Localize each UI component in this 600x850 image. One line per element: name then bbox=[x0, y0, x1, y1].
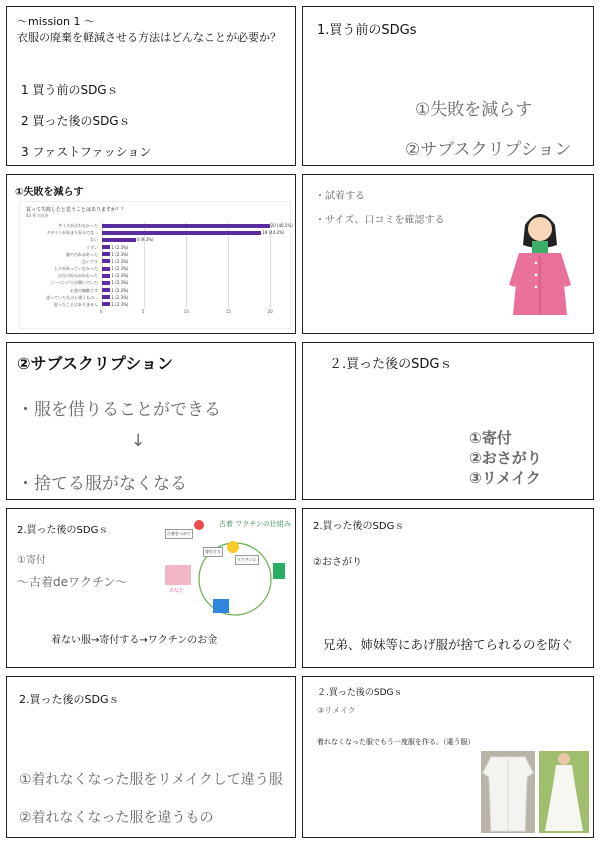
chart-category-label: お金の無駄です bbox=[70, 287, 98, 293]
diagram-you-label: あなた bbox=[169, 588, 185, 594]
chart-category-label: 自分の好みがかわった bbox=[58, 273, 98, 279]
chart-bar bbox=[102, 231, 261, 235]
survey-chart bbox=[19, 201, 291, 329]
white-dress-photo bbox=[539, 751, 589, 833]
chart-value-label: 19 (44.2%) bbox=[262, 230, 285, 236]
chart-gridline bbox=[144, 222, 145, 308]
campaign-name: ～古着deワクチン～ bbox=[17, 575, 128, 589]
slide-10 bbox=[302, 676, 594, 838]
diagram-step-box: 古着をつめて bbox=[165, 529, 193, 539]
agenda-item-1: 1 買う前のSDGｓ bbox=[21, 83, 119, 97]
handdown-description: 兄弟、姉妹等にあげ服が捨てられるのを防ぐ bbox=[323, 637, 574, 652]
chart-category-label: 思っていたものと違うもの... bbox=[46, 294, 98, 300]
subtopic-remake: ③リメイク bbox=[469, 469, 541, 487]
donation-flow-text: 着ない服→寄付する→ワクチンのお金 bbox=[51, 635, 218, 646]
tip-try-on: ・試着する bbox=[315, 191, 365, 202]
slide-title: 1.買う前のSDGs bbox=[317, 23, 417, 38]
chart-bar bbox=[102, 224, 270, 228]
chart-title: 買って失敗したと思うことはありますか？？ bbox=[26, 207, 127, 213]
chart-bar bbox=[102, 281, 110, 285]
subtopic-donate: ①寄付 bbox=[17, 555, 46, 566]
chart-category-label: ジーパンに穴が開いていた bbox=[50, 280, 98, 286]
subtopic-1: ①失敗を減らす bbox=[415, 100, 533, 120]
chart-value-label: 1 (2.3%) bbox=[111, 258, 129, 264]
chart-bar bbox=[102, 259, 110, 263]
chart-bar bbox=[102, 252, 110, 256]
slide-2 bbox=[302, 6, 594, 166]
slide-title: ２.買った後のSDGｓ bbox=[329, 357, 453, 372]
chart-category-label: デザインがあまり好みでな... bbox=[46, 230, 98, 236]
subtopic-handdown: ②おさがり bbox=[469, 449, 542, 467]
shopper-illustration bbox=[505, 205, 575, 325]
chart-value-label: 1 (2.3%) bbox=[111, 273, 129, 279]
chart-x-tick-label: 5 bbox=[141, 309, 145, 314]
chart-bar bbox=[102, 288, 110, 292]
chart-value-label: 1 (2.3%) bbox=[111, 244, 129, 250]
chart-category-label: うすい bbox=[86, 244, 98, 250]
tip-check-size: ・サイズ、口コミを確認する bbox=[315, 215, 445, 226]
agenda-item-3: 3 ファストファッション bbox=[21, 145, 152, 159]
chart-value-label: 1 (2.3%) bbox=[111, 266, 129, 272]
benefit-no-waste: ・捨てる服がなくなる bbox=[17, 474, 187, 494]
chart-gridline bbox=[186, 222, 187, 308]
diagram-step-box: 寄付する bbox=[203, 547, 223, 557]
chart-value-label: 20 (46.5%) bbox=[270, 223, 293, 229]
subtopic-donate: ①寄付 bbox=[469, 429, 512, 447]
slide-4 bbox=[302, 174, 594, 334]
slide-title: ２.買った後のSDGｓ bbox=[317, 688, 403, 698]
chart-category-label: ない bbox=[90, 237, 98, 243]
diagram-title: 古着 ワクチンの仕組み bbox=[219, 520, 291, 528]
slide-8 bbox=[302, 508, 594, 668]
chart-category-label: 思ったことはありません bbox=[54, 301, 98, 307]
chart-x-tick-label: 15 bbox=[225, 309, 231, 314]
chart-x-tick-label: 0 bbox=[100, 309, 103, 314]
slide-title: 2.買った後のSDGｓ bbox=[19, 693, 120, 706]
slide-6 bbox=[302, 342, 594, 500]
agenda-item-2: 2 買った後のSDGｓ bbox=[21, 114, 131, 128]
diagram-step-box: ワクチンに bbox=[235, 555, 259, 565]
chart-category-label: 服や汚れがあった bbox=[66, 251, 98, 257]
chart-x-tick-label: 20 bbox=[267, 309, 273, 314]
chart-bar bbox=[102, 295, 110, 299]
chart-x-tick-label: 10 bbox=[183, 309, 189, 314]
chart-value-label: 1 (2.3%) bbox=[111, 280, 129, 286]
chart-category-label: 上下があっていなかった bbox=[54, 266, 98, 272]
arrow-down-icon: ↓ bbox=[131, 431, 146, 451]
vaccine-diagram bbox=[163, 517, 293, 625]
chart-gridline bbox=[228, 222, 229, 308]
chart-category-label: サイズが合わなかった bbox=[58, 223, 98, 229]
slide-title: ②サブスクリプション bbox=[17, 354, 173, 373]
mission-heading: ～mission 1 ～ bbox=[17, 15, 95, 28]
chart-plot-area bbox=[46, 222, 293, 314]
chart-value-label: 1 (2.3%) bbox=[111, 287, 129, 293]
subtopic-2: ②サブスクリプション bbox=[405, 140, 572, 160]
remake-idea-1: ①着れなくなった服をリメイクして違う服 bbox=[19, 772, 283, 788]
chart-bar bbox=[102, 245, 110, 249]
slide-title: ①失敗を減らす bbox=[15, 187, 84, 198]
slide-3 bbox=[6, 174, 296, 334]
slide-title: 2.買った後のSDGｓ bbox=[17, 525, 109, 536]
slide-7 bbox=[6, 508, 296, 668]
mission-question: 衣服の廃棄を軽減させる方法はどんなことが必要か？ bbox=[17, 31, 281, 44]
white-shirt-photo bbox=[481, 751, 535, 833]
subtopic-handdown: ②おさがり bbox=[313, 557, 362, 568]
remake-description: 着れなくなった服でもう一度服を作る。（違う服） bbox=[317, 738, 475, 746]
chart-value-label: 4 (9.3%) bbox=[136, 237, 154, 243]
benefit-rent: ・服を借りることができる bbox=[17, 400, 221, 420]
chart-bar bbox=[102, 267, 110, 271]
subtopic-remake: ③リメイク bbox=[317, 706, 356, 715]
slide-1 bbox=[6, 6, 296, 166]
chart-value-label: 1 (2.3%) bbox=[111, 301, 129, 307]
chart-category-label: ないです bbox=[82, 258, 98, 264]
slide-9 bbox=[6, 676, 296, 838]
chart-bar bbox=[102, 274, 110, 278]
slide-5 bbox=[6, 342, 296, 500]
chart-value-label: 1 (2.3%) bbox=[111, 294, 129, 300]
chart-bar bbox=[102, 302, 110, 306]
remake-idea-2: ②着れなくなった服を違うもの bbox=[19, 810, 214, 826]
chart-bar bbox=[102, 238, 136, 242]
chart-value-label: 1 (2.3%) bbox=[111, 251, 129, 257]
chart-subtitle: 43 件の回答 bbox=[26, 213, 49, 218]
slide-title: 2.買った後のSDGｓ bbox=[313, 521, 405, 532]
